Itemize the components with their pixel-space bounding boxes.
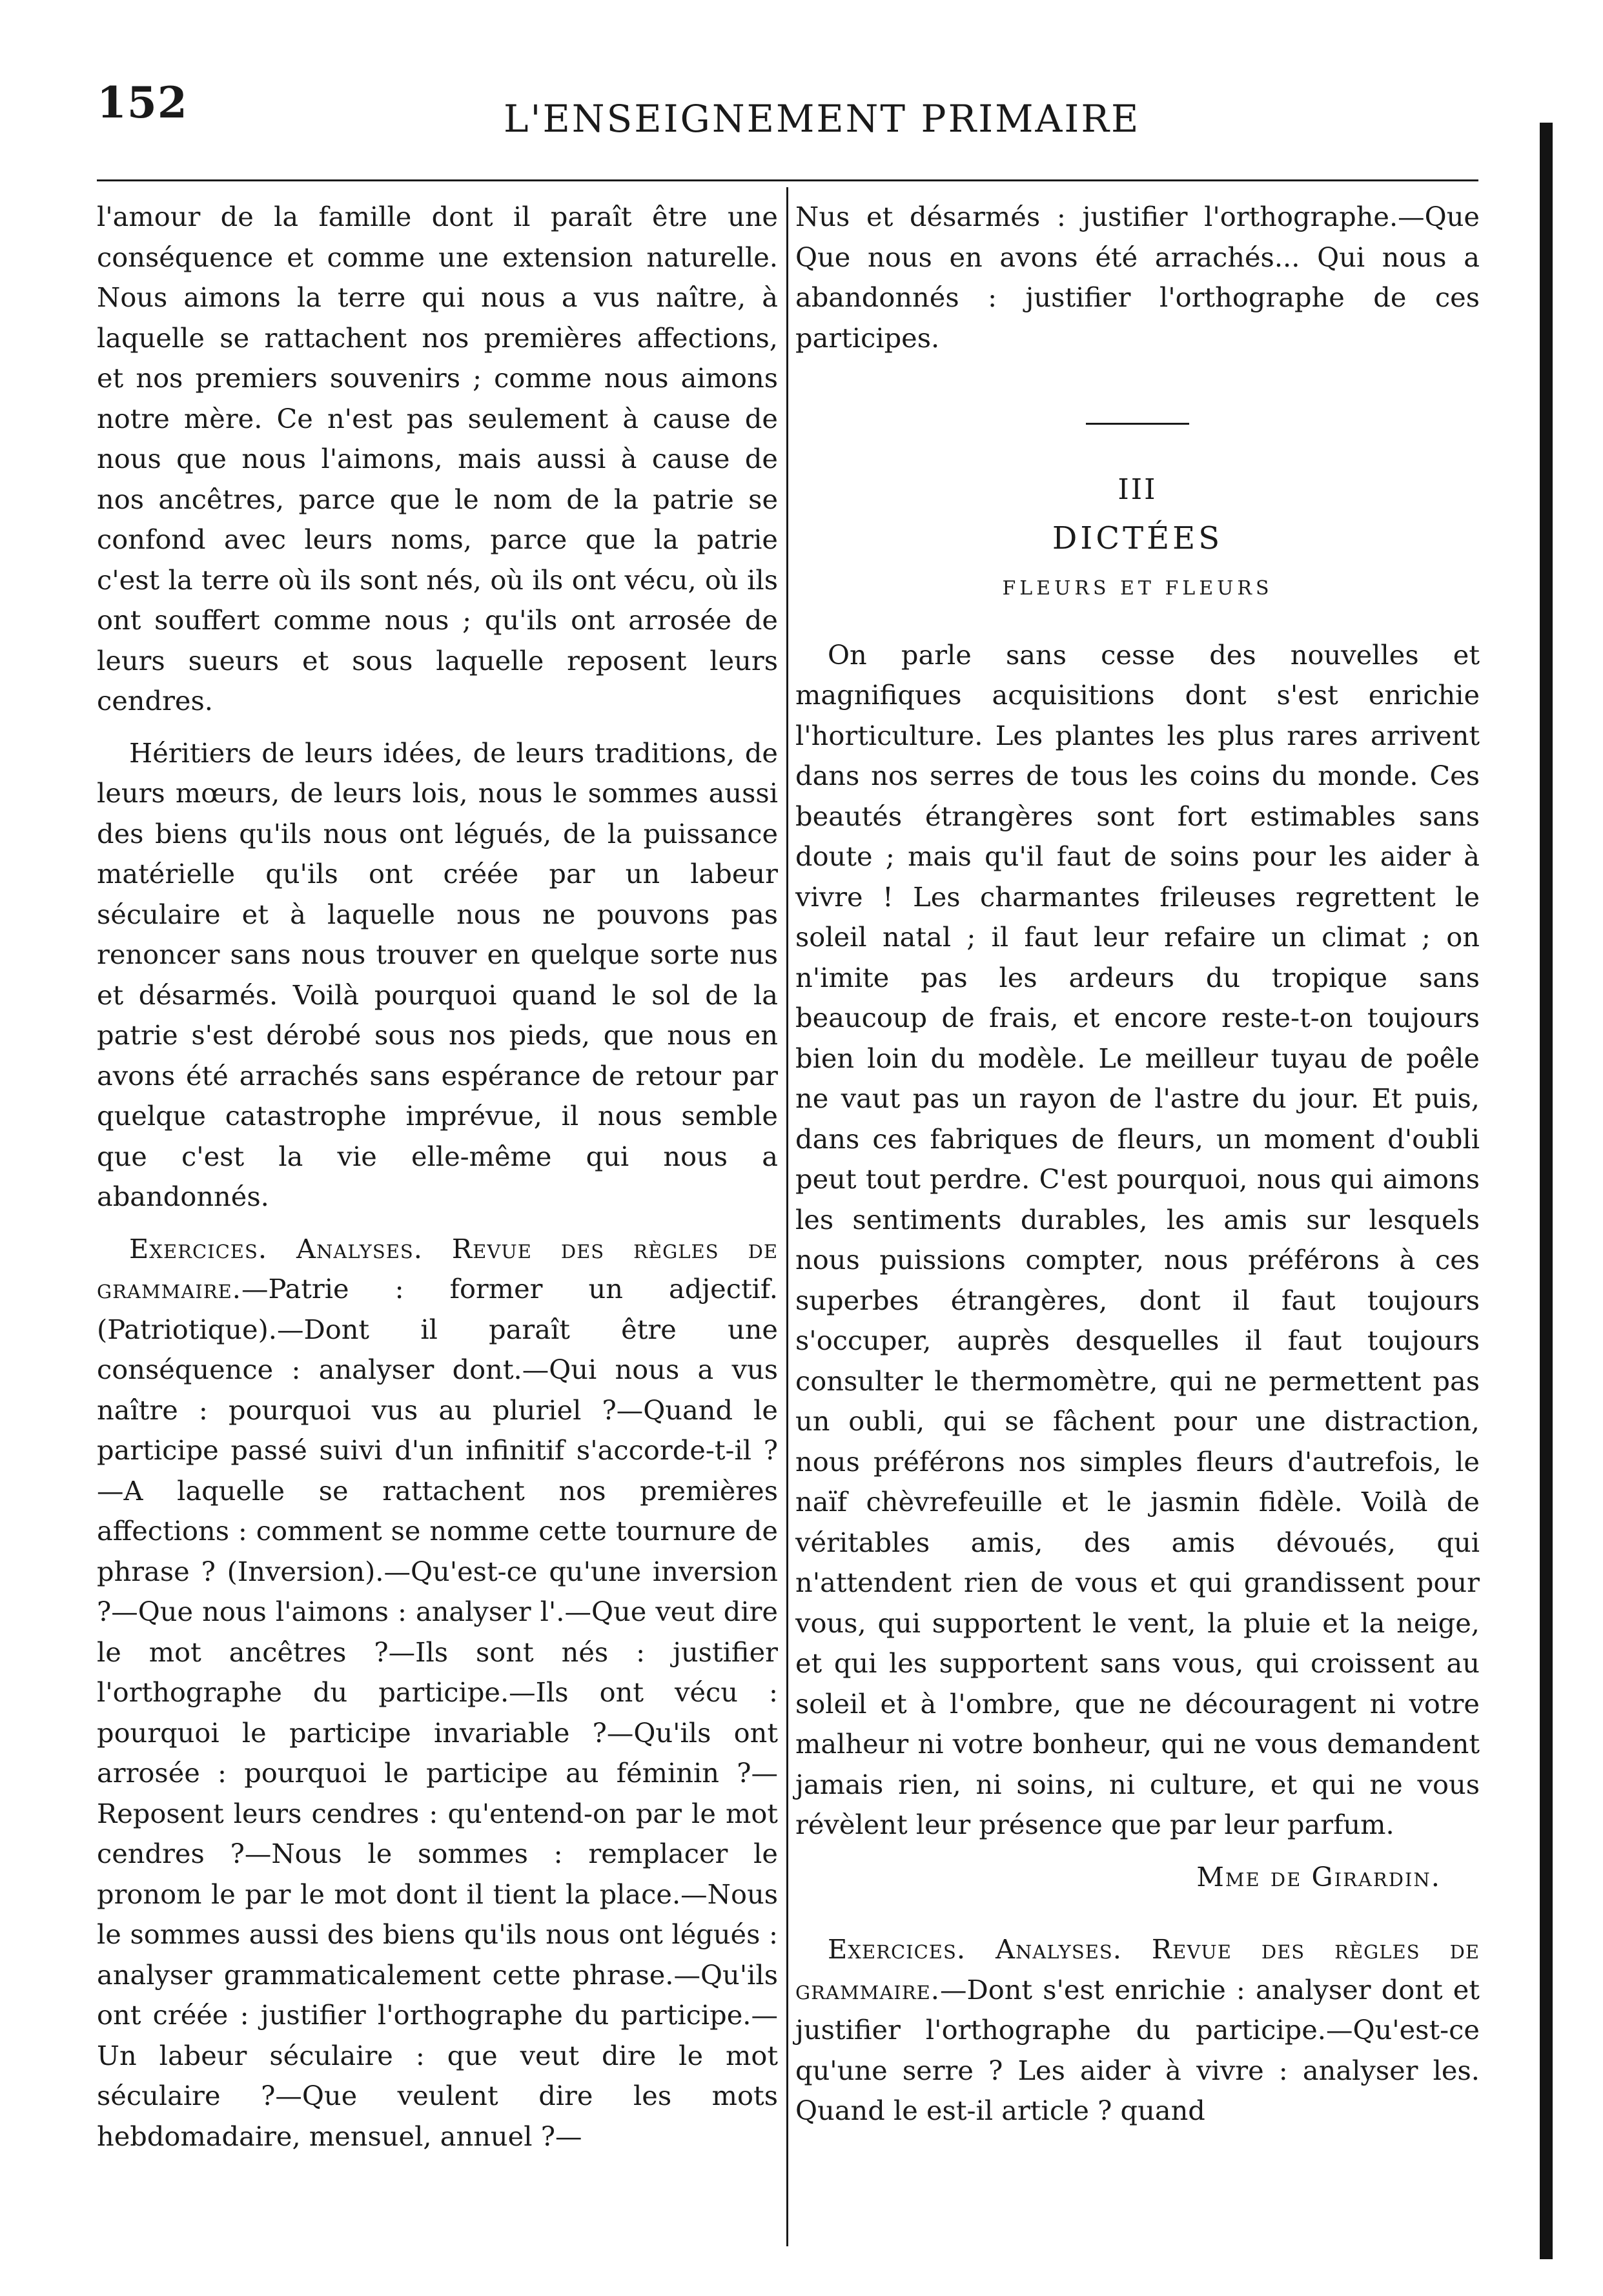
section-title: DICTÉES xyxy=(1052,520,1223,556)
running-title: L'ENSEIGNEMENT PRIMAIRE xyxy=(504,97,1141,141)
page-edge-shadow xyxy=(1540,123,1553,2259)
header-rule xyxy=(97,179,1478,181)
exercises-text-left: —Patrie : former un adjectif. (Patriotique).—Dont il paraît être une conséquence : analyser dont.—Qui nous a vus naître : pourquoi vus au pluriel ?—Quand le participe passé suivi d'un infinitif s'accorde-t-il ?—A laquelle se rattachent nos premières affections : comment se nomme cette tournure de phrase ? (Inversion).—Qu'est-ce qu'une inversion ?—Que nous l'aimons : analyser l'.—Que veut dire le mot ancêtres ?—Ils sont nés : justifier l'orthographe du participe.—Ils ont vécu : pourquoi le participe invariable ?—Qu'ils ont arrosée : pourquoi le participe au féminin ?—Reposent leurs cendres : qu'entend-on par le mot cendres ?—Nous le sommes : remplacer le pronom le par le mot dont il tient la place.—Nous le sommes aussi des biens qu'ils nous ont légués : analyser grammaticalement cette phrase.—Qu'ils ont créée : justifier l'orthographe du participe.—Un labeur séculaire : que veut dire le mot séculaire ?—Que veulent dire les mots hebdomadaire, mensuel, annuel ?— xyxy=(97,1273,778,2152)
paragraph-patrie-1: l'amour de la famille dont il paraît être une conséquence et comme une extension naturelle. Nous aimons la terre qui nous a vus naître, à laquelle se rattachent nos premières affections, et nos premiers souvenirs ; comme nous aimons notre mère. Ce n'est pas seulement à cause de nous que nous l'aimons, mais aussi à cause de nos ancêtres, parce que le nom de la patrie se confond avec leurs noms, parce que la patrie c'est la terre où ils sont nés, où ils ont vécu, où ils ont souffert comme nous ; qu'ils ont arrosée de leurs sueurs et sous laquelle reposent leurs cendres. xyxy=(97,201,778,716)
page-number: 152 xyxy=(97,77,188,128)
exercises-paragraph-left xyxy=(97,1229,778,2157)
column-divider xyxy=(786,187,788,2246)
right-column xyxy=(795,197,1480,2143)
author-signature: Mme de Girardin. xyxy=(1196,1860,1441,1893)
exercises-text-right: —Dont s'est enrichie : analyser dont et justifier l'orthographe du participe.—Qu'est-ce qu'une serre ? Les aider à vivre : analyser les. Quand le est-il article ? quand xyxy=(795,1973,1480,2126)
dictation-paragraph: On parle sans cesse des nouvelles et magnifiques acquisitions dont s'est enrichie l'horticulture. Les plantes les plus rares arrivent dans nos serres de tous les coins du monde. Ces beautés étrangères sont fort estimables sans doute ; mais qu'il faut de soins pour les aider à vivre ! Les charmantes frileuses regrettent le soleil natal ; il faut leur refaire un climat ; on n'imite pas les ardeurs du tropique sans beaucoup de frais, et encore reste-t-on toujours bien loin du modèle. Le meilleur tuyau de poêle ne vaut pas un rayon de l'astre du jour. Et puis, dans ces fabriques de fleurs, un moment d'oubli peut tout perdre. C'est pourquoi, nous qui aimons les sentiments durables, les amis sur lesquels nous puissions compter, nous préférons à ces superbes étrangères, dont il faut toujours s'occuper, auprès desquelles il faut toujours consulter le thermomètre, qui ne permettent pas un oubli, qui se fâchent pour une distraction, nous préférons nos simples fleurs d'autrefois, le naïf chèvrefeuille et le jasmin fidèle. Voilà de véritables amis, des amis dévoués, qui n'attendent rien de vous et qui grandissent pour vous, qui supportent le vent, la pluie et la neige, et qui les supportent sans vous, qui croissent au soleil et à l'ombre, que ne découragent ni votre malheur ni votre bonheur, qui ne vous demandent jamais rien, ni soins, ni culture, et qui ne vous révèlent leur présence que par leur parfum. xyxy=(795,638,1480,1840)
subsection-title: FLEURS ET FLEURS xyxy=(1002,577,1273,600)
exercises-continuation: Nus et désarmés : justifier l'orthographe.—Que Que nous en avons été arrachés... Qui nous a abandonnés : justifier l'orthographe de ces participes. xyxy=(795,201,1480,354)
section-number: III xyxy=(1118,473,1158,506)
exercises-paragraph-right xyxy=(795,1929,1480,2131)
exercises-label-left: Exercices. Analyses. Revue des règles de grammaire. xyxy=(97,1232,778,1305)
section-rule xyxy=(1086,423,1189,425)
exercises-label-right: Exercices. Analyses. Revue des règles de grammaire. xyxy=(795,1933,1480,2006)
left-column xyxy=(97,197,778,2168)
paragraph-patrie-2: Héritiers de leurs idées, de leurs traditions, de leurs mœurs, de leurs lois, nous le sommes aussi des biens qu'ils nous ont légués, de la puissance matérielle qu'ils ont créée par un labeur séculaire et à laquelle nous ne pouvons pas renoncer sans nous trouver en quelque sorte nus et désarmés. Voilà pourquoi quand le sol de la patrie s'est dérobé sous nos pieds, que nous en avons été arrachés sans espérance de retour par quelque catastrophe imprévue, il nous semble que c'est la vie elle-même qui nous a abandonnés. xyxy=(97,737,778,1212)
